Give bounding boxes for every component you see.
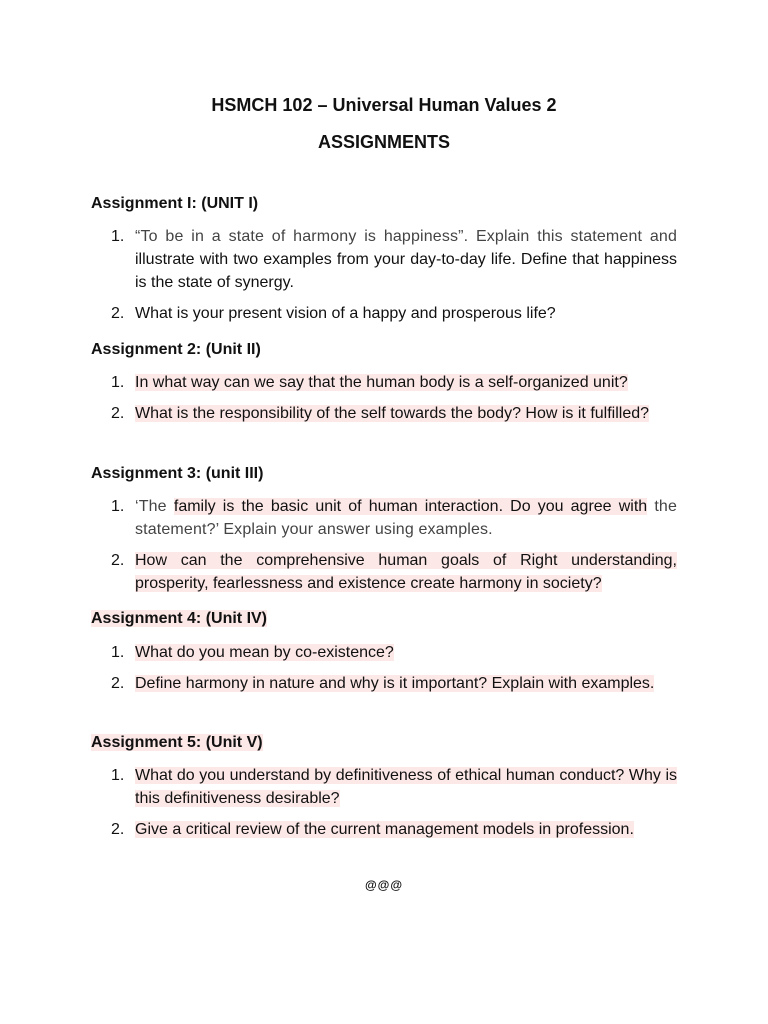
section-heading-5: Assignment 5: (Unit V) xyxy=(91,734,263,751)
list-item: 2. Define harmony in nature and why is it important? Explain with examples. xyxy=(111,675,655,692)
list-item: 1. What do you understand by definitiveness of ethical human conduct? Why is this definitiveness desirable? xyxy=(111,767,677,807)
section-list-4 xyxy=(111,641,677,695)
list-item: 2. What is the responsibility of the self towards the body? How is it fulfilled? xyxy=(111,405,650,422)
section-heading-4: Assignment 4: (Unit IV) xyxy=(91,610,268,627)
section-list-5 xyxy=(111,764,677,841)
section-heading-1: Assignment I: (UNIT I) xyxy=(91,195,259,212)
section-list-1 xyxy=(111,225,677,325)
document-subtitle: ASSIGNMENTS xyxy=(317,132,450,152)
footer-mark: @@@ xyxy=(364,878,404,892)
section-heading-3: Assignment 3: (unit III) xyxy=(91,465,264,482)
list-item: 2. How can the comprehensive human goals of Right understanding, prosperity, fearlessness and existence create harmony in society? xyxy=(111,552,677,592)
list-item: 1. In what way can we say that the human body is a self-organized unit? xyxy=(111,374,628,391)
section-list-3 xyxy=(111,495,677,595)
section-heading-2: Assignment 2: (Unit II) xyxy=(91,341,261,358)
list-item: 2. Give a critical review of the current management models in profession. xyxy=(111,821,634,838)
list-item: 2. What is your present vision of a happy and prosperous life? xyxy=(111,305,556,322)
document-title: HSMCH 102 – Universal Human Values 2 xyxy=(211,95,557,115)
list-item: 1. What do you mean by co-existence? xyxy=(111,644,394,661)
list-item: 1. ‘The family is the basic unit of human interaction. Do you agree with the statement?’ Explain your answer using examples. xyxy=(111,498,678,538)
section-list-2 xyxy=(111,371,677,425)
list-item: 1. “To be in a state of harmony is happiness”. Explain this statement and illustrate with two examples from your day-to-day life. Define that happiness is the state of synergy. xyxy=(111,228,677,291)
